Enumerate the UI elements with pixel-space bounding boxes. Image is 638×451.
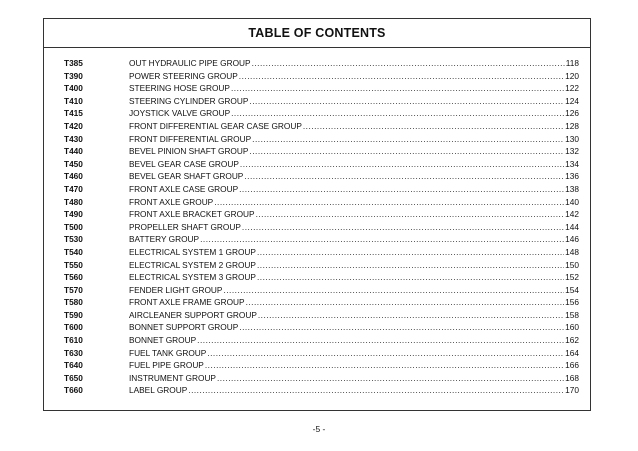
toc-entry (129, 246, 579, 259)
dot-leader (217, 372, 564, 385)
section-title: FRONT AXLE BRACKET GROUP (129, 209, 255, 220)
section-title: BONNET GROUP (129, 335, 197, 346)
section-code: T415 (64, 108, 83, 119)
toc-entry (129, 158, 579, 171)
toc-row[interactable] (64, 183, 579, 196)
section-title: OUT HYDRAULIC PIPE GROUP (129, 58, 251, 68)
page-ref: 156 (565, 297, 579, 308)
page-ref: 170 (565, 385, 579, 396)
dot-leader (246, 296, 565, 309)
section-title: FENDER LIGHT GROUP (129, 284, 223, 295)
toc-entry (129, 384, 579, 397)
section-code: T550 (64, 259, 83, 270)
dot-leader (252, 133, 564, 146)
section-title: FRONT DIFFERENTIAL GEAR CASE GROUP (129, 120, 302, 131)
toc-row[interactable] (64, 120, 579, 133)
dot-leader (214, 196, 564, 209)
page-ref: 126 (565, 108, 579, 119)
section-code: T570 (64, 284, 83, 295)
section-title: ELECTRICAL SYSTEM 2 GROUP (129, 259, 256, 270)
toc-row[interactable] (64, 57, 579, 70)
toc-entry (129, 284, 579, 297)
dot-leader (252, 57, 565, 70)
toc-entry (129, 221, 579, 234)
dot-leader (239, 183, 564, 196)
section-code: T385 (64, 58, 83, 68)
dot-leader (223, 284, 564, 297)
section-code: T560 (64, 272, 83, 283)
dot-leader (257, 246, 564, 259)
toc-entry (129, 208, 579, 221)
toc-entry (129, 321, 579, 334)
dot-leader (242, 221, 564, 234)
toc-row[interactable] (64, 321, 579, 334)
section-title: BONNET SUPPORT GROUP (129, 322, 239, 333)
toc-entry (129, 145, 579, 158)
toc-list (64, 57, 579, 397)
dot-leader (244, 170, 564, 183)
toc-row[interactable] (64, 347, 579, 360)
section-title: AIRCLEANER SUPPORT GROUP (129, 309, 257, 320)
section-code: T500 (64, 221, 83, 232)
toc-row[interactable] (64, 221, 579, 234)
page-ref: 152 (565, 272, 579, 283)
toc-row[interactable] (64, 196, 579, 209)
section-code: T440 (64, 146, 83, 157)
page-ref: 134 (565, 158, 579, 169)
section-code: T590 (64, 309, 83, 320)
page-ref: 132 (565, 146, 579, 157)
toc-entry (129, 359, 579, 372)
section-code: T580 (64, 297, 83, 308)
toc-row[interactable] (64, 384, 579, 397)
toc-entry (129, 57, 579, 70)
section-code: T410 (64, 95, 83, 106)
toc-entry (129, 347, 579, 360)
section-title: FRONT AXLE FRAME GROUP (129, 297, 245, 308)
toc-entry (129, 334, 579, 347)
dot-leader (249, 145, 564, 158)
toc-row[interactable] (64, 95, 579, 108)
page-ref: 166 (565, 360, 579, 371)
toc-row[interactable] (64, 208, 579, 221)
section-title: INSTRUMENT GROUP (129, 372, 216, 383)
section-code: T630 (64, 347, 83, 358)
section-code: T450 (64, 158, 83, 169)
section-code: T610 (64, 335, 83, 346)
section-title: FRONT AXLE GROUP (129, 196, 214, 207)
dot-leader (257, 259, 564, 272)
section-code: T460 (64, 171, 83, 182)
toc-entry (129, 107, 579, 120)
section-title: PROPELLER SHAFT GROUP (129, 221, 241, 232)
dot-leader (188, 384, 564, 397)
toc-entry (129, 95, 579, 108)
dot-leader (200, 233, 564, 246)
toc-row[interactable] (64, 70, 579, 83)
dot-leader (240, 158, 564, 171)
section-title: BEVEL GEAR CASE GROUP (129, 158, 239, 169)
page-ref: 158 (565, 309, 579, 320)
section-code: T390 (64, 70, 83, 81)
toc-row[interactable] (64, 259, 579, 272)
page-ref: 168 (565, 372, 579, 383)
toc-row[interactable] (64, 158, 579, 171)
page-ref: 122 (565, 83, 579, 94)
toc-row[interactable] (64, 296, 579, 309)
page-ref: 150 (565, 259, 579, 270)
toc-entry (129, 372, 579, 385)
section-code: T660 (64, 385, 83, 396)
section-title: FRONT DIFFERENTIAL GROUP (129, 133, 252, 144)
toc-entry (129, 259, 579, 272)
toc-frame (43, 18, 591, 411)
page-ref: 128 (565, 120, 579, 131)
toc-row[interactable] (64, 246, 579, 259)
toc-row[interactable] (64, 284, 579, 297)
page-ref: 138 (565, 183, 579, 194)
section-code: T470 (64, 183, 83, 194)
page-ref: 124 (565, 95, 579, 106)
section-code: T600 (64, 322, 83, 333)
page-ref: 118 (565, 58, 579, 68)
toc-row[interactable] (64, 359, 579, 372)
section-title: FRONT AXLE CASE GROUP (129, 183, 239, 194)
section-title: STEERING CYLINDER GROUP (129, 95, 249, 106)
toc-entry (129, 271, 579, 284)
dot-leader (239, 321, 564, 334)
section-title: FUEL PIPE GROUP (129, 360, 204, 371)
toc-row[interactable] (64, 309, 579, 322)
section-title: BEVEL GEAR SHAFT GROUP (129, 171, 244, 182)
toc-entry (129, 82, 579, 95)
section-code: T430 (64, 133, 83, 144)
toc-entry (129, 120, 579, 133)
page-ref: 136 (565, 171, 579, 182)
dot-leader (239, 70, 564, 83)
page-ref: 154 (565, 284, 579, 295)
dot-leader (207, 347, 564, 360)
toc-row[interactable] (64, 145, 579, 158)
toc-row[interactable] (64, 133, 579, 146)
section-code: T640 (64, 360, 83, 371)
dot-leader (258, 309, 564, 322)
section-code: T650 (64, 372, 83, 383)
dot-leader (256, 208, 565, 221)
toc-entry (129, 70, 579, 83)
toc-row[interactable] (64, 170, 579, 183)
page-ref: 120 (565, 70, 579, 81)
toc-row[interactable] (64, 334, 579, 347)
dot-leader (303, 120, 564, 133)
page-ref: 144 (565, 221, 579, 232)
section-title: FUEL TANK GROUP (129, 347, 207, 358)
page-ref: 148 (565, 246, 579, 257)
toc-entry (129, 233, 579, 246)
section-title: ELECTRICAL SYSTEM 3 GROUP (129, 272, 256, 283)
section-title: POWER STEERING GROUP (129, 70, 238, 81)
toc-entry (129, 296, 579, 309)
toc-entry (129, 196, 579, 209)
toc-entry (129, 183, 579, 196)
section-code: T400 (64, 83, 83, 94)
dot-leader (205, 359, 564, 372)
dot-leader (249, 95, 564, 108)
page-ref: 142 (565, 209, 579, 220)
section-code: T490 (64, 209, 83, 220)
dot-leader (231, 82, 564, 95)
page-number: -5 - (312, 424, 326, 434)
toc-row[interactable] (64, 271, 579, 284)
section-title: JOYSTICK VALVE GROUP (129, 108, 231, 119)
section-title: ELECTRICAL SYSTEM 1 GROUP (129, 246, 256, 257)
section-code: T480 (64, 196, 83, 207)
toc-entry (129, 133, 579, 146)
page-ref: 140 (565, 196, 579, 207)
dot-leader (197, 334, 564, 347)
dot-leader (257, 271, 564, 284)
page-ref: 146 (565, 234, 579, 245)
page-title: TABLE OF CONTENTS (44, 19, 590, 48)
section-title: BEVEL PINION SHAFT GROUP (129, 146, 249, 157)
toc-row[interactable] (64, 372, 579, 385)
page-ref: 164 (565, 347, 579, 358)
section-code: T540 (64, 246, 83, 257)
toc-row[interactable] (64, 82, 579, 95)
section-code: T420 (64, 120, 83, 131)
page-ref: 162 (565, 335, 579, 346)
section-title: BATTERY GROUP (129, 234, 200, 245)
toc-entry (129, 309, 579, 322)
page-ref: 130 (565, 133, 579, 144)
dot-leader (231, 107, 564, 120)
toc-entry (129, 170, 579, 183)
toc-row[interactable] (64, 233, 579, 246)
toc-row[interactable] (64, 107, 579, 120)
section-title: LABEL GROUP (129, 385, 188, 396)
section-title: STEERING HOSE GROUP (129, 83, 230, 94)
page-ref: 160 (565, 322, 579, 333)
section-code: T530 (64, 234, 83, 245)
